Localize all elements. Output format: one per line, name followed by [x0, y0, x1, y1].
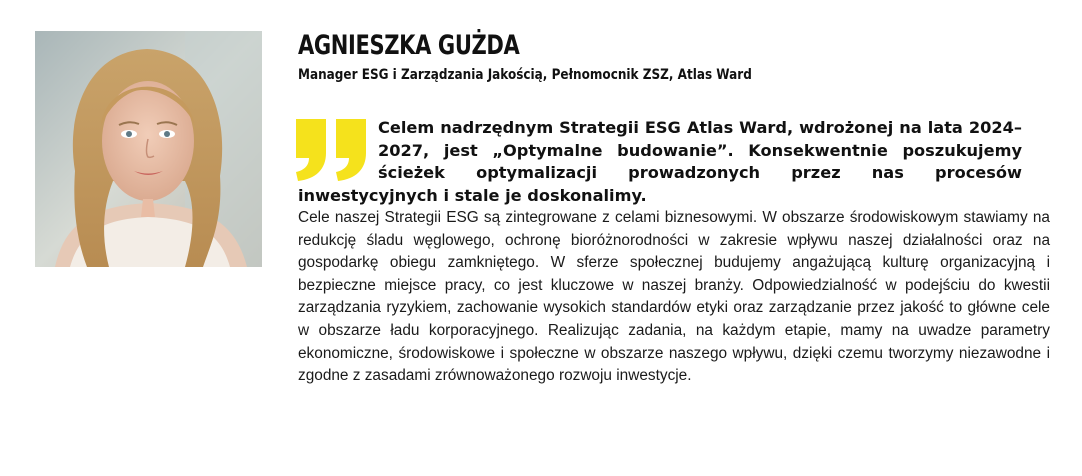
- portrait-photo: [35, 31, 262, 267]
- person-role: Manager ESG i Zarządzania Jakością, Pełnomocnik ZSZ, Atlas Ward: [298, 67, 752, 83]
- body-paragraph: Cele naszej Strategii ESG są zintegrowane z celami biznesowymi. W obszarze środowiskowym stawiamy na redukcję śladu węglowego, ochronę bioróżnorodności w zakresie wpływu naszej działalności oraz na gospodarkę obiegu zamkniętego. W sferze społecznej budujemy angażującą kulturę organizacyjną i bezpieczne miejsce pracy, co jest kluczowe w naszej branży. Odpowiedzialność w podejściu do kwestii zarządzania ryzykiem, zachowanie wysokich standardów etyki oraz zarządzanie przez jakość to główne cele w obszarze ładu korporacyjnego. Realizując zadania, na każdym etapie, mamy na uwadze parametry ekonomiczne, środowiskowe i społeczne w obszarze naszego wpływu, dzięki czemu tworzymy niezawodne i zgodne z zasadami zrównoważonego rozwoju inwestycje.: [298, 209, 1050, 385]
- person-name: AGNIESZKA GUŻDA: [298, 30, 520, 61]
- quote-text: Celem nadrzędnym Strategii ESG Atlas Ward, wdrożonej na lata 2024–2027, jest „Optymalne budowanie”. Konsekwentnie poszukujemy ścieżek optymalizacji prowadzonych przez nas procesów inwestycyjnych i stale je doskonalimy.: [298, 118, 1022, 205]
